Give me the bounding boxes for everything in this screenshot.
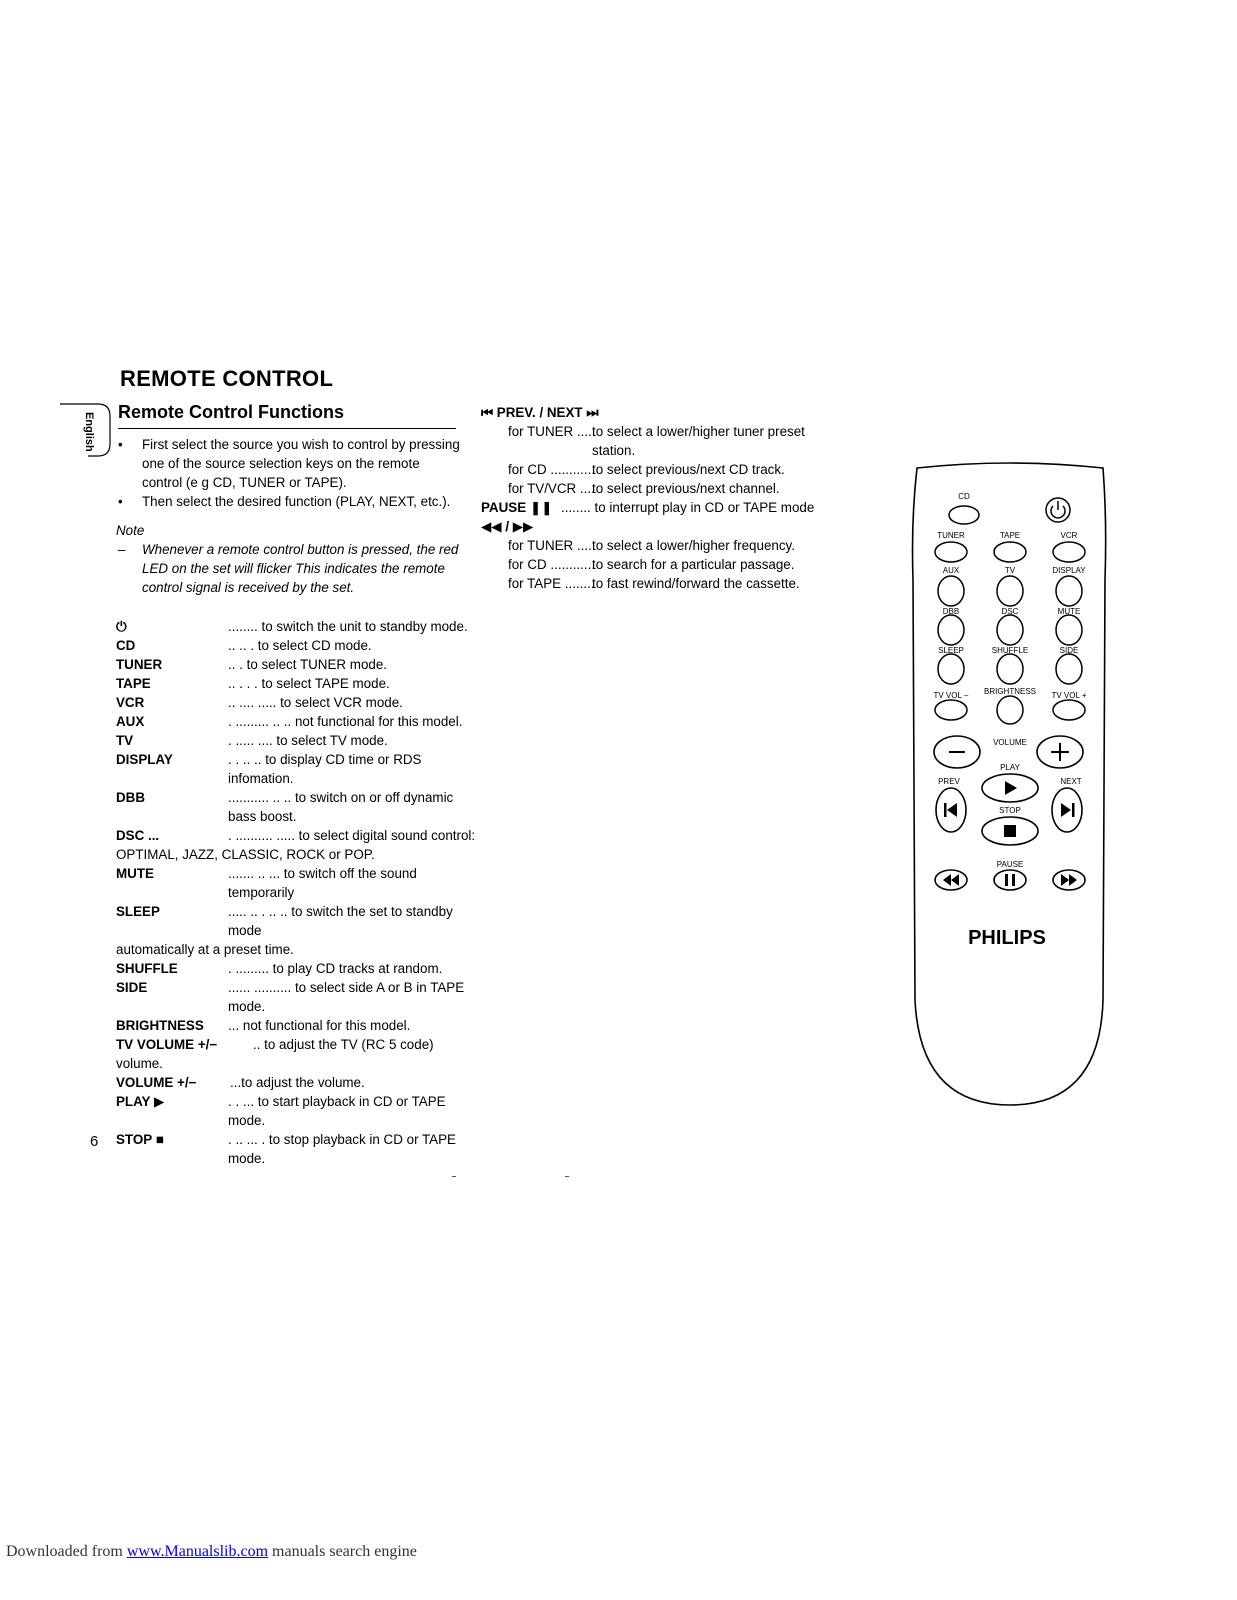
remote-label-mute: MUTE [1057, 607, 1081, 616]
remote-label-shuffle: SHUFFLE [991, 646, 1029, 655]
remote-label-tape: TAPE [999, 531, 1021, 540]
list-item: CD .. .. . to select CD mode. [116, 638, 372, 653]
list-item: PLAY ▶ . . ... to start playback in CD or TAPE mode. [116, 1094, 446, 1128]
function-key: VOLUME +/− [116, 1075, 197, 1090]
list-item: MUTE ....... .. ... to switch off the sound temporarily [116, 866, 417, 900]
list-item: ⏻ ........ to switch the unit to standby mode. [116, 619, 468, 634]
list-item: for TUNER ..... to select a lower/higher tuner preset [508, 424, 805, 439]
list-item: for TAPE ........ to fast rewind/forward the cassette. [508, 576, 800, 591]
remote-label-next: NEXT [1060, 777, 1082, 786]
function-key: VCR [116, 695, 145, 710]
bullet-item: • First select the source you wish to control by pressing one of the source selection keys on the remote control (e g CD, TUNER or TAPE). [118, 437, 460, 490]
list-item: TUNER .. . to select TUNER mode. [116, 657, 388, 672]
brand-logo: PHILIPS [968, 927, 1046, 949]
list-item-continuation: automatically at a preset time. [116, 942, 294, 957]
prev-next-heading: ⏮ PREV. / NEXT ⏭ [481, 405, 599, 420]
language-tab [73, 412, 103, 452]
function-key: SIDE [116, 980, 148, 995]
function-key: STOP ■ [116, 1132, 164, 1147]
remote-label-tvvol-minus: TV VOL − [933, 691, 969, 700]
remote-label-tvvol-plus: TV VOL + [1051, 691, 1087, 700]
scan-mark [565, 1176, 569, 1177]
page-number: 6 [90, 1133, 99, 1150]
page-title: REMOTE CONTROL [120, 366, 334, 391]
scan-mark [452, 1176, 456, 1177]
list-item: SLEEP ..... .. . .. .. to switch the set to standby mode [116, 904, 453, 938]
list-item-continuation: station. [592, 443, 636, 458]
function-key: SHUFFLE [116, 961, 178, 976]
function-key: BRIGHTNESS [116, 1018, 204, 1033]
bullet-item: • Then select the desired function (PLAY, NEXT, etc.). [118, 494, 451, 509]
function-key: TAPE [116, 676, 151, 691]
note-heading: Note [116, 523, 145, 538]
remote-label-dsc: DSC [1001, 607, 1019, 616]
pause-row: PAUSE ❚❚ ........ to interrupt play in CD or TAPE mode [481, 500, 815, 515]
remote-label-tv: TV [1004, 566, 1016, 575]
remote-label-play: PLAY [1000, 763, 1020, 772]
list-item: for TUNER ..... to select a lower/higher frequency. [508, 538, 795, 553]
list-item: DSC ... . .......... ..... to select digital sound control: [116, 828, 476, 843]
function-key: SLEEP [116, 904, 160, 919]
function-key: MUTE [116, 866, 154, 881]
language-tab-label: English [83, 412, 95, 452]
remote-label-aux: AUX [942, 566, 960, 575]
remote-label-pause: PAUSE [996, 860, 1024, 869]
remote-label-sleep: SLEEP [938, 646, 964, 655]
list-item: TV . ..... .... to select TV mode. [116, 733, 388, 748]
search-heading: ◀◀ / ▶▶ [481, 519, 534, 534]
list-item-continuation: OPTIMAL, JAZZ, CLASSIC, ROCK or POP. [116, 847, 375, 862]
list-item: TAPE .. . . . to select TAPE mode. [116, 676, 390, 691]
list-item: SIDE ...... .......... to select side A or B in TAPE mode. [116, 980, 465, 1014]
list-item: for TV/VCR .... to select previous/next channel. [508, 481, 780, 496]
remote-label-prev: PREV [938, 777, 960, 786]
download-footer: Downloaded from www.Manualslib.com manuals search engine [6, 1543, 417, 1560]
function-key: ⏻ [116, 619, 127, 634]
list-item: for CD ............ to search for a particular passage. [508, 557, 795, 572]
list-item: DBB ........... .. .. to switch on or off dynamic bass boost. [116, 790, 454, 824]
list-item: TV VOLUME +/− .. to adjust the TV (RC 5 code) [116, 1037, 434, 1052]
section-divider [118, 428, 456, 429]
remote-label-dbb: DBB [942, 607, 960, 616]
function-key: PLAY ▶ [116, 1094, 165, 1109]
list-item: SHUFFLE . ......... to play CD tracks at random. [116, 961, 443, 976]
list-item-continuation: volume. [116, 1056, 163, 1071]
right-column [481, 403, 816, 593]
list-item: for CD ............ to select previous/next CD track. [508, 462, 785, 477]
list-item: VCR .. .... ..... to select VCR mode. [116, 695, 403, 710]
list-item: AUX . ......... .. .. not functional for this model. [116, 714, 463, 729]
function-key: DISPLAY [116, 752, 173, 767]
list-item: DISPLAY . . .. .. to display CD time or RDS infomation. [116, 752, 422, 786]
function-key: AUX [116, 714, 145, 729]
remote-label-cd: CD [958, 492, 970, 501]
remote-label-side: SIDE [1059, 646, 1079, 655]
function-key: DBB [116, 790, 146, 805]
remote-label-tuner: TUNER [937, 531, 965, 540]
remote-control-illustration [905, 460, 1115, 1115]
list-item: STOP ■ . .. ... . to stop playback in CD or TAPE mode. [116, 1132, 456, 1166]
function-list [116, 617, 476, 1168]
manualslib-link[interactable]: www.Manualslib.com [126, 1543, 269, 1560]
function-key: CD [116, 638, 136, 653]
intro-block [116, 435, 461, 597]
remote-label-vcr: VCR [1060, 531, 1078, 540]
function-key: DSC ... [116, 828, 160, 843]
list-item: BRIGHTNESS ... not functional for this model. [116, 1018, 411, 1033]
pause-key: PAUSE ❚❚ [481, 500, 553, 515]
function-key: TUNER [116, 657, 163, 672]
list-item: VOLUME +/− ...to adjust the volume. [116, 1075, 365, 1090]
function-key: TV VOLUME +/− [116, 1037, 218, 1052]
remote-label-stop: STOP [999, 806, 1021, 815]
function-key: TV [116, 733, 134, 748]
remote-label-volume: VOLUME [993, 738, 1027, 747]
remote-label-brightness: BRIGHTNESS [983, 687, 1037, 696]
stop-icon [1004, 825, 1016, 837]
remote-label-display: DISPLAY [1052, 566, 1086, 575]
note-text: – Whenever a remote control button is pressed, the red LED on the set will flicker This indicates the remote control signal is received by the set. [118, 542, 459, 595]
section-title: Remote Control Functions [118, 402, 344, 422]
